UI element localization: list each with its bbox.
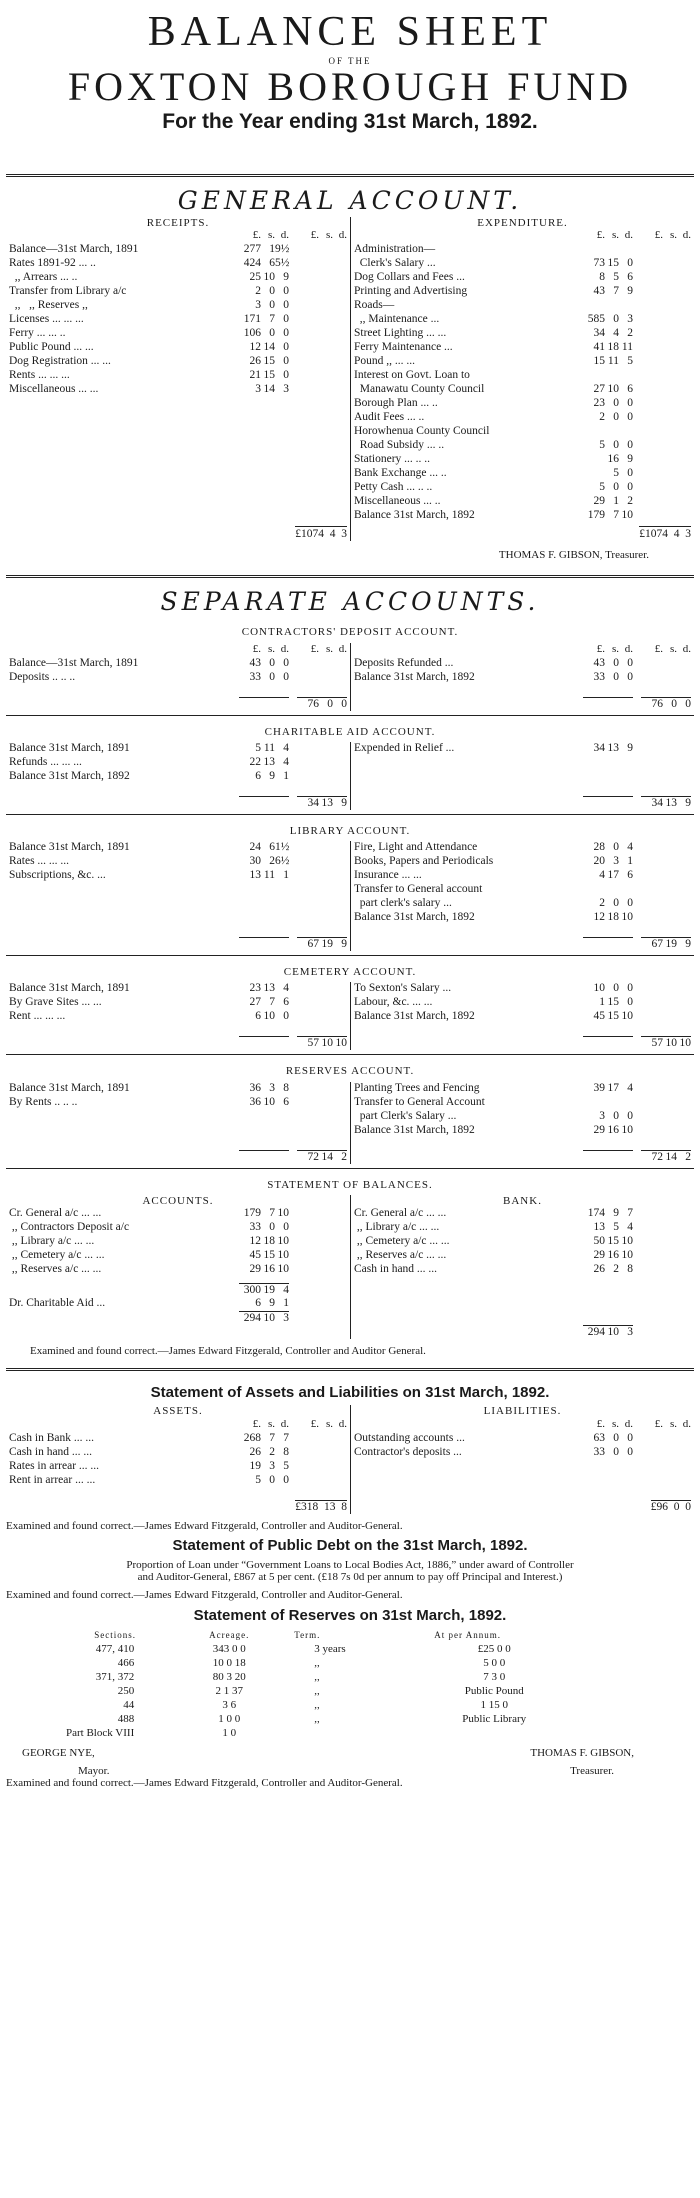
account-row: Deposits .. .. .. 33 0 0 [9,670,289,683]
account-row: Dog Registration ... ... 26 15 0 [9,355,289,367]
general-title: GENERAL ACCOUNT. [177,185,523,215]
account-row: Rates ... ... ... 30 2 6½ [9,855,290,868]
signature-titles [78,1765,614,1777]
right-column [350,643,694,711]
account-row: Expended in Relief ... 34 13 9 [354,741,633,754]
treasurer-line: THOMAS F. GIBSON, Treasurer. [498,548,649,561]
account-row: Balance—31st March, 1891 277 1 9½ [9,243,290,255]
account-row: Rents ... ... ... 21 15 0 [9,369,289,381]
account-row: Administration— [354,243,436,255]
account-row: ,, Maintenance ... 585 0 3 [354,313,633,325]
liabilities-heading: LIABILITIES. [483,1405,562,1418]
expenditure-list [354,243,691,526]
account-total: 34 13 9 [354,796,691,810]
account-row: Cr. General a/c ... ... 179 7 10 [9,1207,289,1220]
bank-total: 294 10 3 [354,1325,691,1339]
account-row: Stationery ... .. .. 16 9 [354,453,633,465]
reserves-table [66,1629,554,1741]
account-total: 57 10 10 [9,1036,347,1050]
reserve-row: 466 10 0 18 ,, 5 0 0 [117,1657,506,1670]
reserve-row: Part Block VIII 1 0 [66,1727,237,1740]
account-row: Dog Collars and Fees ... 8 5 6 [354,271,633,283]
account-row: Balance 31st March, 1892 45 15 10 [354,1010,633,1023]
right-column [350,841,694,951]
account-row: Ferry Maintenance ... 41 18 11 [354,341,633,353]
examined-2: Examined and found correct.—James Edward Fitzgerald, Controller and Auditor-General. [6,1519,403,1532]
left-column [6,1082,350,1164]
account-row: Labour, &c. ... ... 1 15 0 [354,996,633,1009]
assets-heading: ASSETS. [153,1405,203,1418]
account-row: By Rents .. .. .. 36 10 6 [9,1095,289,1108]
liabilities-total: £96 0 0 [650,1500,691,1513]
account-row: ,, Reserves a/c ... ... 29 16 10 [354,1249,633,1262]
assets-liabilities [6,1405,694,1513]
subtitle-of: OF THE [328,56,372,67]
account-row: Balance 31st March, 1891 5 11 4 [9,741,289,754]
receipts-total: £1074 4 3 [295,528,347,540]
account-row: Rent ... ... ... 6 10 0 [9,1010,289,1023]
right-column [350,1082,694,1164]
account-row: Refunds ... ... ... 22 13 4 [9,755,289,768]
account-total: 76 0 0 [354,697,691,711]
account-row: ,, Contractors Deposit a/c 33 0 0 [9,1221,289,1234]
account-row: Miscellaneous ... ... 3 14 3 [9,383,289,395]
account-row: Petty Cash ... .. .. 5 0 0 [354,481,633,493]
reserve-row: 477, 410 343 0 0 3 years £25 0 0 [95,1643,511,1656]
general-account [6,217,694,541]
accounts-total: 294 10 3 [9,1311,347,1325]
left-column [6,982,350,1050]
money-header: £. s. d. £. s. d. [596,642,691,655]
assets-list [9,1432,347,1488]
mayor-name: GEORGE NYE, [22,1746,95,1759]
account-row: ,, Arrears ... .. 25 10 9 [9,271,289,283]
receipts-column [6,217,350,541]
account-row: Street Lighting ... ... 34 4 2 [354,327,633,339]
account-row: Ferry ... ... .. 106 0 0 [9,327,289,339]
account-row: Deposits Refunded ... 43 0 0 [354,656,633,669]
bank-list [354,1207,691,1277]
balances [6,1195,694,1339]
account-row: ,, Cemetery a/c ... ... 45 15 10 [9,1249,289,1262]
account-block [6,1082,694,1164]
left-column [6,841,350,951]
account-row: ,, Library a/c ... ... 13 5 4 [354,1221,633,1234]
reserve-row: 44 3 6 ,, 1 15 0 [123,1699,508,1712]
account-title: RESERVES ACCOUNT. [285,1065,415,1078]
examined-1: Examined and found correct.—James Edward Fitzgerald, Controller and Auditor General. [30,1345,426,1358]
account-block [6,742,694,810]
liabilities-column [350,1405,694,1513]
account-block [6,643,694,711]
account-row: Manawatu County Council 27 10 6 [354,383,633,395]
account-row: Borough Plan ... .. 23 0 0 [354,397,633,409]
expenditure-total: £1074 4 3 [639,528,691,540]
account-row: Interest on Govt. Loan to [354,369,470,381]
account-row: Planting Trees and Fencing 39 17 4 [354,1081,633,1094]
assets-title: Statement of Assets and Liabilities on 31st March, 1892. [150,1383,550,1401]
account-total: 67 19 9 [354,937,691,951]
left-column [6,742,350,810]
account-row: Balance 31st March, 1892 6 9 1 [9,769,289,782]
account-total: 76 0 0 [9,697,347,711]
reserve-row: 488 1 0 0 ,, Public Library [117,1713,527,1726]
reserves-title: Statement of Reserves on 31st March, 1892. [193,1606,507,1624]
account-row: Rates 1891-92 ... .. 424 6 5½ [9,257,290,269]
account-row: Transfer to General account [354,883,483,896]
separate-title: SEPARATE ACCOUNTS. [160,587,540,617]
account-title: CEMETERY ACCOUNT. [283,966,417,979]
account-row: Subscriptions, &c. ... 13 11 1 [9,869,289,882]
account-row: Transfer to General Account [354,1095,485,1108]
title: BALANCE SHEET [147,9,553,55]
account-row: Pound ,, ... ... 15 11 5 [354,355,633,367]
receipts-list [9,243,347,526]
right-column [350,742,694,810]
account-row: part clerk's salary ... 2 0 0 [354,897,633,910]
account-row: Printing and Advertising 43 7 9 [354,285,633,297]
account-block [6,982,694,1050]
balances-accounts [6,1195,350,1339]
account-row: ,, Cemetery a/c ... ... 50 15 10 [354,1235,633,1248]
account-row: Road Subsidy ... .. 5 0 0 [354,439,633,451]
account-title: CHARITABLE AID ACCOUNT. [264,725,436,738]
money-header-r: £. s. d. £. s. d. [596,229,691,241]
account-total: 57 10 10 [354,1036,691,1050]
account-row: Public Pound ... ... 12 14 0 [9,341,289,353]
account-row: ,, Reserves a/c ... ... 29 16 10 [9,1263,289,1276]
expenditure-column [350,217,694,541]
examined-4: Examined and found correct.—James Edward Fitzgerald, Controller and Auditor-General. [6,1777,403,1790]
fund-title: FOXTON BOROUGH FUND [67,64,633,110]
account-total: 34 13 9 [9,796,347,810]
bank-heading: BANK. [503,1195,542,1208]
account-title: LIBRARY ACCOUNT. [289,824,411,837]
signature-names [22,1747,634,1759]
account-row: Balance 31st March, 1892 29 16 10 [354,1123,633,1136]
account-row: By Grave Sites ... ... 27 7 6 [9,996,289,1009]
account-row: Miscellaneous ... .. 29 1 2 [354,495,633,507]
account-row: To Sexton's Salary ... 10 0 0 [354,982,633,995]
account-block [6,841,694,951]
charitable-aid: Dr. Charitable Aid ... 6 9 1 [9,1297,289,1310]
assets-total: £318 13 8 [295,1500,347,1513]
account-row: Licenses ... ... ... 171 7 0 [9,313,289,325]
assets-money-header: £. s. d. £. s. d. [252,1417,347,1430]
account-row: ,, ,, Reserves ,, 3 0 0 [9,299,289,311]
account-total: 72 14 2 [9,1150,347,1164]
account-row: Balance 31st March, 1891 23 13 4 [9,982,289,995]
expenditure-heading: EXPENDITURE. [477,216,568,229]
debt-title: Statement of Public Debt on the 31st March, 1892. [172,1536,528,1554]
reserve-row: 371, 372 80 3 20 ,, 7 3 0 [95,1671,506,1684]
liabilities-list [354,1432,691,1460]
account-row: Balance 31st March, 1891 36 3 8 [9,1081,289,1094]
accounts-list [9,1207,347,1277]
account-row: Horowhenua County Council [354,425,490,437]
left-column [6,643,350,711]
account-row: Fire, Light and Attendance 28 0 4 [354,841,633,854]
account-row: Roads— [354,299,395,311]
money-header: £. s. d. £. s. d. [252,229,347,241]
debt-text-2: and Auditor-General, £867 at 5 per cent. (£18 7s 0d per annum to pay off Principal and Interest.) [137,1571,563,1584]
account-row: Contractor's deposits ... 33 0 0 [354,1445,633,1458]
account-row: Balance 31st March, 1891 24 6 1½ [9,841,290,854]
account-row: Balance 31st March, 1892 179 7 10 [354,509,633,521]
mayor-title: Mayor. [78,1764,110,1777]
money-header: £. s. d. £. s. d. [252,642,347,655]
reserves-header: Sections. Acreage. Term. At per Annum. [94,1630,501,1641]
account-row: Outstanding accounts ... 63 0 0 [354,1431,633,1444]
account-title: CONTRACTORS' DEPOSIT ACCOUNT. [241,626,459,639]
account-row: Cr. General a/c ... ... 174 9 7 [354,1207,633,1220]
treasurer-name: THOMAS F. GIBSON, [530,1746,634,1759]
account-row: Books, Papers and Periodicals 20 3 1 [354,855,633,868]
account-row: Balance 31st March, 1892 33 0 0 [354,670,633,683]
account-row: Rates in arrear ... ... 19 3 5 [9,1459,289,1472]
account-row: Cash in hand ... ... 26 2 8 [354,1263,633,1276]
balances-bank [350,1195,694,1339]
account-row: Bank Exchange ... .. 5 0 [354,467,633,479]
account-row: Cash in Bank ... ... 268 7 7 [9,1431,289,1444]
account-total: 67 19 9 [9,937,347,951]
account-row: part Clerk's Salary ... 3 0 0 [354,1109,633,1122]
accounts-subtotal: 300 19 4 [9,1283,347,1297]
account-row: Balance 31st March, 1892 12 18 10 [354,911,633,924]
assets-column [6,1405,350,1513]
liab-money-header: £. s. d. £. s. d. [596,1417,691,1430]
separate-accounts [6,626,694,1169]
year-title: For the Year ending 31st March, 1892. [162,110,538,134]
account-row: ,, Library a/c ... ... 12 18 10 [9,1235,289,1248]
accounts-heading: ACCOUNTS. [142,1195,214,1208]
account-row: Audit Fees ... .. 2 0 0 [354,411,633,423]
examined-3: Examined and found correct.—James Edward Fitzgerald, Controller and Auditor-General. [6,1589,403,1602]
account-row: Transfer from Library a/c 2 0 0 [9,285,289,297]
receipts-heading: RECEIPTS. [146,216,210,229]
balances-title: STATEMENT OF BALANCES. [267,1178,433,1191]
right-column [350,982,694,1050]
account-row: Insurance ... ... 4 17 6 [354,869,633,882]
account-total: 72 14 2 [354,1150,691,1164]
account-row: Clerk's Salary ... 73 15 0 [354,257,633,269]
treasurer-title: Treasurer. [570,1764,614,1777]
reserve-row: 250 2 1 37 ,, Public Pound [117,1685,524,1698]
account-row: Cash in hand ... ... 26 2 8 [9,1445,289,1458]
debt-text-1: Proportion of Loan under “Government Loans to Local Bodies Act, 1886,” under award of Controller [126,1558,574,1571]
account-row: Rent in arrear ... ... 5 0 0 [9,1473,289,1486]
account-row: Balance—31st March, 1891 43 0 0 [9,656,289,669]
